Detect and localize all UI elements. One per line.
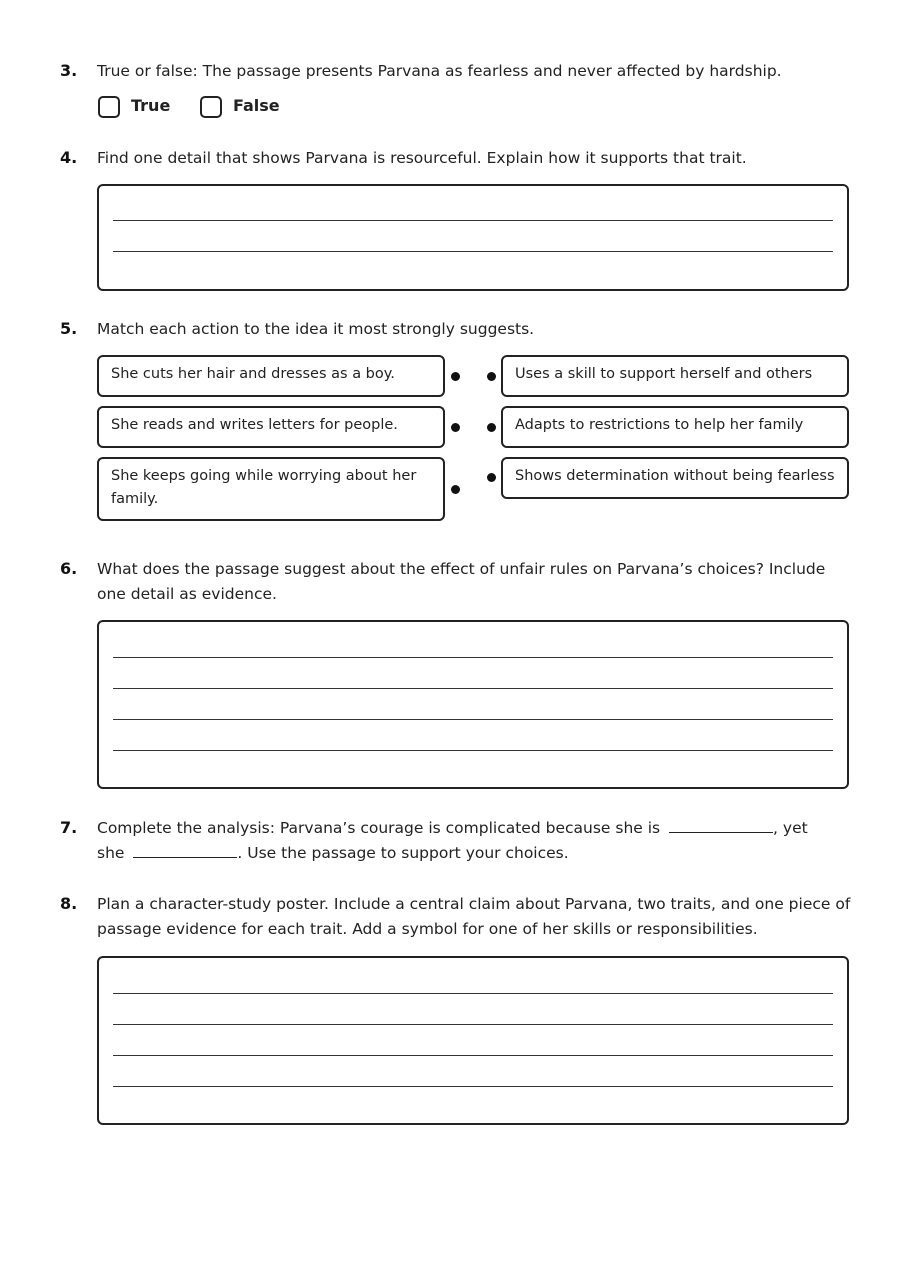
question-prompt: Find one detail that shows Parvana is resourceful. Explain how it supports that trait. [97,149,747,167]
match-idea-2[interactable]: Adapts to restrictions to help her family [501,406,849,448]
writing-line [113,657,833,658]
match-dot-left-1[interactable] [451,372,460,381]
question-number: 6. [60,559,78,578]
writing-line [113,750,833,751]
blank-1[interactable] [669,816,773,833]
question-number: 5. [60,319,78,338]
question-number: 4. [60,148,78,167]
question-prompt [97,816,837,866]
writing-line [113,719,833,720]
question-number: 8. [60,894,78,913]
match-dot-right-1[interactable] [487,372,496,381]
match-dot-left-3[interactable] [451,485,460,494]
match-dot-left-2[interactable] [451,423,460,432]
match-idea-3[interactable]: Shows determination without being fearless [501,457,849,499]
match-action-3[interactable]: She keeps going while worrying about her family. [97,457,445,521]
answer-box[interactable] [97,620,849,789]
prompt-part-1: Complete the analysis: Parvana’s courage is complicated because she is [97,819,666,837]
writing-line [113,688,833,689]
true-checkbox[interactable] [98,96,120,118]
prompt-part-2: , yet she [97,819,808,862]
prompt-part-3: . Use the passage to support your choices. [237,844,569,862]
writing-line [113,993,833,994]
match-dot-right-3[interactable] [487,473,496,482]
answer-box[interactable] [97,184,849,291]
true-label: True [131,96,171,115]
false-checkbox[interactable] [200,96,222,118]
question-number: 7. [60,818,78,837]
writing-line [113,1055,833,1056]
match-action-2[interactable]: She reads and writes letters for people. [97,406,445,448]
match-dot-right-2[interactable] [487,423,496,432]
writing-line [113,220,833,221]
match-idea-1[interactable]: Uses a skill to support herself and others [501,355,849,397]
writing-line [113,1086,833,1087]
question-number: 3. [60,61,78,80]
question-prompt: Match each action to the idea it most strongly suggests. [97,320,535,338]
question-prompt: What does the passage suggest about the effect of unfair rules on Parvana’s choices? Include one detail as evidence. [97,560,826,603]
writing-line [113,251,833,252]
writing-line [113,1024,833,1025]
false-label: False [233,96,280,115]
answer-box[interactable] [97,956,849,1125]
blank-2[interactable] [133,841,237,858]
question-prompt: True or false: The passage presents Parvana as fearless and never affected by hardship. [97,62,782,80]
match-action-1[interactable]: She cuts her hair and dresses as a boy. [97,355,445,397]
question-prompt: Plan a character-study poster. Include a central claim about Parvana, two traits, and one piece of passage evidence for each trait. Add a symbol for one of her skills or responsibilities. [97,895,851,938]
